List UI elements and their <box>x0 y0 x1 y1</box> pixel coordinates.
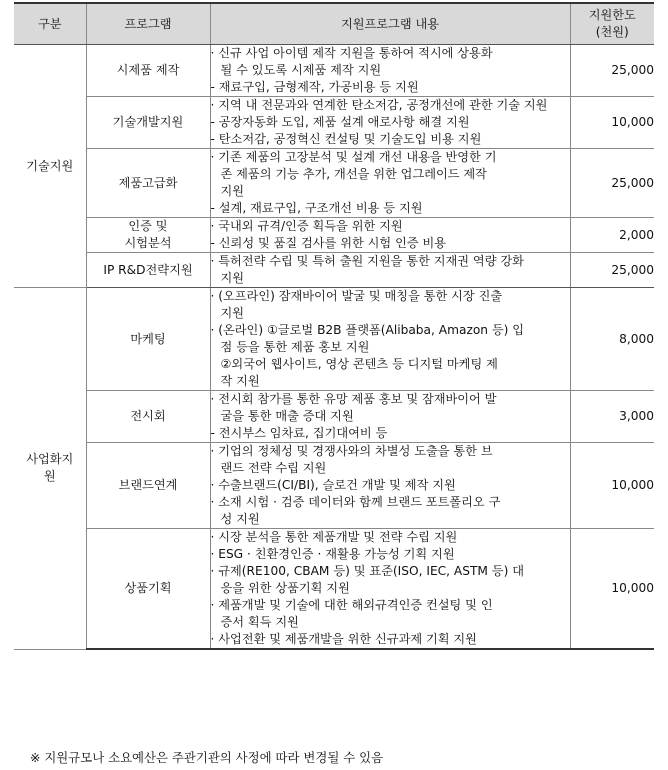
description-line: · 소재 시험 · 검증 데이터와 함께 브랜드 포트폴리오 구 <box>210 495 501 509</box>
support-limit-amount: 25,000 <box>570 45 654 97</box>
footnote: ※ 지원규모나 소요예산은 주관기관의 사정에 따라 변경될 수 있음 <box>30 750 384 765</box>
program-name-line: 시제품 제작 <box>116 63 180 77</box>
category-label-line: 원 <box>43 469 56 484</box>
support-program-table <box>14 2 654 650</box>
table-header-row <box>14 3 654 45</box>
description-line: 작 지원 <box>220 374 260 388</box>
description-line: · 사업전환 및 제품개발을 위한 신규과제 기획 지원 <box>210 632 477 646</box>
header-category: 구분 <box>14 3 86 45</box>
description-line: 지원 <box>220 184 245 198</box>
program-description <box>210 45 570 97</box>
program-name-line: 기술개발지원 <box>112 115 184 129</box>
program-description <box>210 529 570 650</box>
description-line: 존 제품의 기능 추가, 개선을 위한 업그레이드 제작 <box>220 167 487 181</box>
table-row <box>14 443 654 529</box>
program-description <box>210 391 570 443</box>
table-row <box>14 97 654 149</box>
description-line: 될 수 있도록 시제품 제작 지원 <box>220 63 382 77</box>
program-name-line: 마케팅 <box>130 331 166 346</box>
program-description <box>210 253 570 288</box>
program-description <box>210 149 570 218</box>
description-line: · 규제(RE100, CBAM 등) 및 표준(ISO, IEC, ASTM 등) 대 <box>210 564 524 578</box>
description-line: 지원 <box>220 271 245 285</box>
support-limit-amount: 10,000 <box>570 443 654 529</box>
support-limit-amount: 2,000 <box>570 218 654 253</box>
table-row <box>14 288 654 391</box>
table-row <box>14 45 654 97</box>
program-name <box>86 218 210 253</box>
description-line: - 전시부스 임차료, 집기대여비 등 <box>210 426 388 440</box>
table-body <box>14 45 654 650</box>
description-line: · 수출브랜드(CI/BI), 슬로건 개발 및 제작 지원 <box>210 478 456 492</box>
header-program: 프로그램 <box>86 3 210 45</box>
description-line: · 신규 사업 아이템 제작 지원을 통하여 적시에 상용화 <box>210 46 493 60</box>
description-line: 지원 <box>220 306 245 320</box>
description-line: 증서 획득 지원 <box>220 615 299 629</box>
description-line: · 지역 내 전문과와 연계한 탄소저감, 공정개선에 관한 기술 지원 <box>210 98 548 112</box>
program-name <box>86 97 210 149</box>
support-limit-amount: 25,000 <box>570 149 654 218</box>
program-name <box>86 253 210 288</box>
support-limit-amount: 3,000 <box>570 391 654 443</box>
program-description <box>210 288 570 391</box>
program-name-line: 인증 및 <box>128 219 168 233</box>
description-line: · 전시회 참가를 통한 유망 제품 홍보 및 잠재바이어 발 <box>210 392 497 406</box>
program-name-line: 전시회 <box>130 409 166 423</box>
program-description <box>210 97 570 149</box>
program-name-line: IP R&D전략지원 <box>103 262 193 277</box>
category-label-line: 사업화지 <box>26 452 74 467</box>
description-line: · 기업의 정체성 및 경쟁사와의 차별성 도출을 통한 브 <box>210 444 493 458</box>
support-limit-amount: 10,000 <box>570 529 654 650</box>
description-line: - 재료구입, 금형제작, 가공비용 등 지원 <box>210 80 419 94</box>
description-line: 성 지원 <box>220 512 260 526</box>
program-name <box>86 443 210 529</box>
description-line: - 공장자동화 도입, 제품 설계 애로사항 해결 지원 <box>210 115 470 129</box>
description-line: · 기존 제품의 고장분석 및 설계 개선 내용을 반영한 기 <box>210 150 497 164</box>
table-row <box>14 253 654 288</box>
header-limit <box>570 3 654 45</box>
header-limit-line2: (천원) <box>595 25 629 39</box>
category-cell <box>14 288 86 650</box>
program-description <box>210 443 570 529</box>
table-row <box>14 218 654 253</box>
description-line: · 국내외 규격/인증 획득을 위한 지원 <box>210 219 403 233</box>
program-name-line: 브랜드연계 <box>118 478 178 492</box>
table-row <box>14 391 654 443</box>
table-row <box>14 149 654 218</box>
description-line: · 특허전략 수립 및 특허 출원 지원을 통한 지재권 역량 강화 <box>210 254 524 268</box>
description-line: · (오프라인) 잠재바이어 발굴 및 매칭을 통한 시장 진출 <box>210 289 503 303</box>
support-limit-amount: 10,000 <box>570 97 654 149</box>
description-line: - 신뢰성 및 품질 검사를 위한 시험 인증 비용 <box>210 236 447 250</box>
header-limit-line1: 지원한도 <box>588 8 636 22</box>
description-line: - 설계, 재료구입, 구조개선 비용 등 지원 <box>210 201 423 215</box>
support-limit-amount: 8,000 <box>570 288 654 391</box>
description-line: · 시장 분석을 통한 제품개발 및 전략 수립 지원 <box>210 530 458 544</box>
program-name-line: 상품기획 <box>124 581 172 595</box>
description-line: - 탄소저감, 공정혁신 컨설팅 및 기술도입 비용 지원 <box>210 132 482 146</box>
program-name <box>86 391 210 443</box>
program-description <box>210 218 570 253</box>
description-line: 굴을 통한 매출 증대 지원 <box>220 409 354 423</box>
description-line: · 제품개발 및 기술에 대한 해외규격인증 컨설팅 및 인 <box>210 598 493 612</box>
description-line: · ESG · 친환경인증 · 재활용 가능성 기획 지원 <box>210 547 455 561</box>
description-line: 랜드 전략 수립 지원 <box>220 461 327 475</box>
table-row <box>14 529 654 650</box>
description-line: ②외국어 웹사이트, 영상 콘텐츠 등 디지털 마케팅 제 <box>220 357 498 371</box>
program-name-line: 제품고급화 <box>118 175 178 190</box>
header-content: 지원프로그램 내용 <box>210 3 570 45</box>
description-line: · (온라인) ①글로벌 B2B 플랫폼(Alibaba, Amazon 등) 입 <box>210 323 525 337</box>
description-line: 응을 위한 상품기획 지원 <box>220 581 350 595</box>
support-limit-amount: 25,000 <box>570 253 654 288</box>
program-name <box>86 149 210 218</box>
program-name-line: 시험분석 <box>124 236 172 250</box>
program-name <box>86 529 210 650</box>
category-cell: 기술지원 <box>14 45 86 288</box>
program-name <box>86 45 210 97</box>
description-line: 점 등을 통한 제품 홍보 지원 <box>220 340 370 354</box>
program-name <box>86 288 210 391</box>
